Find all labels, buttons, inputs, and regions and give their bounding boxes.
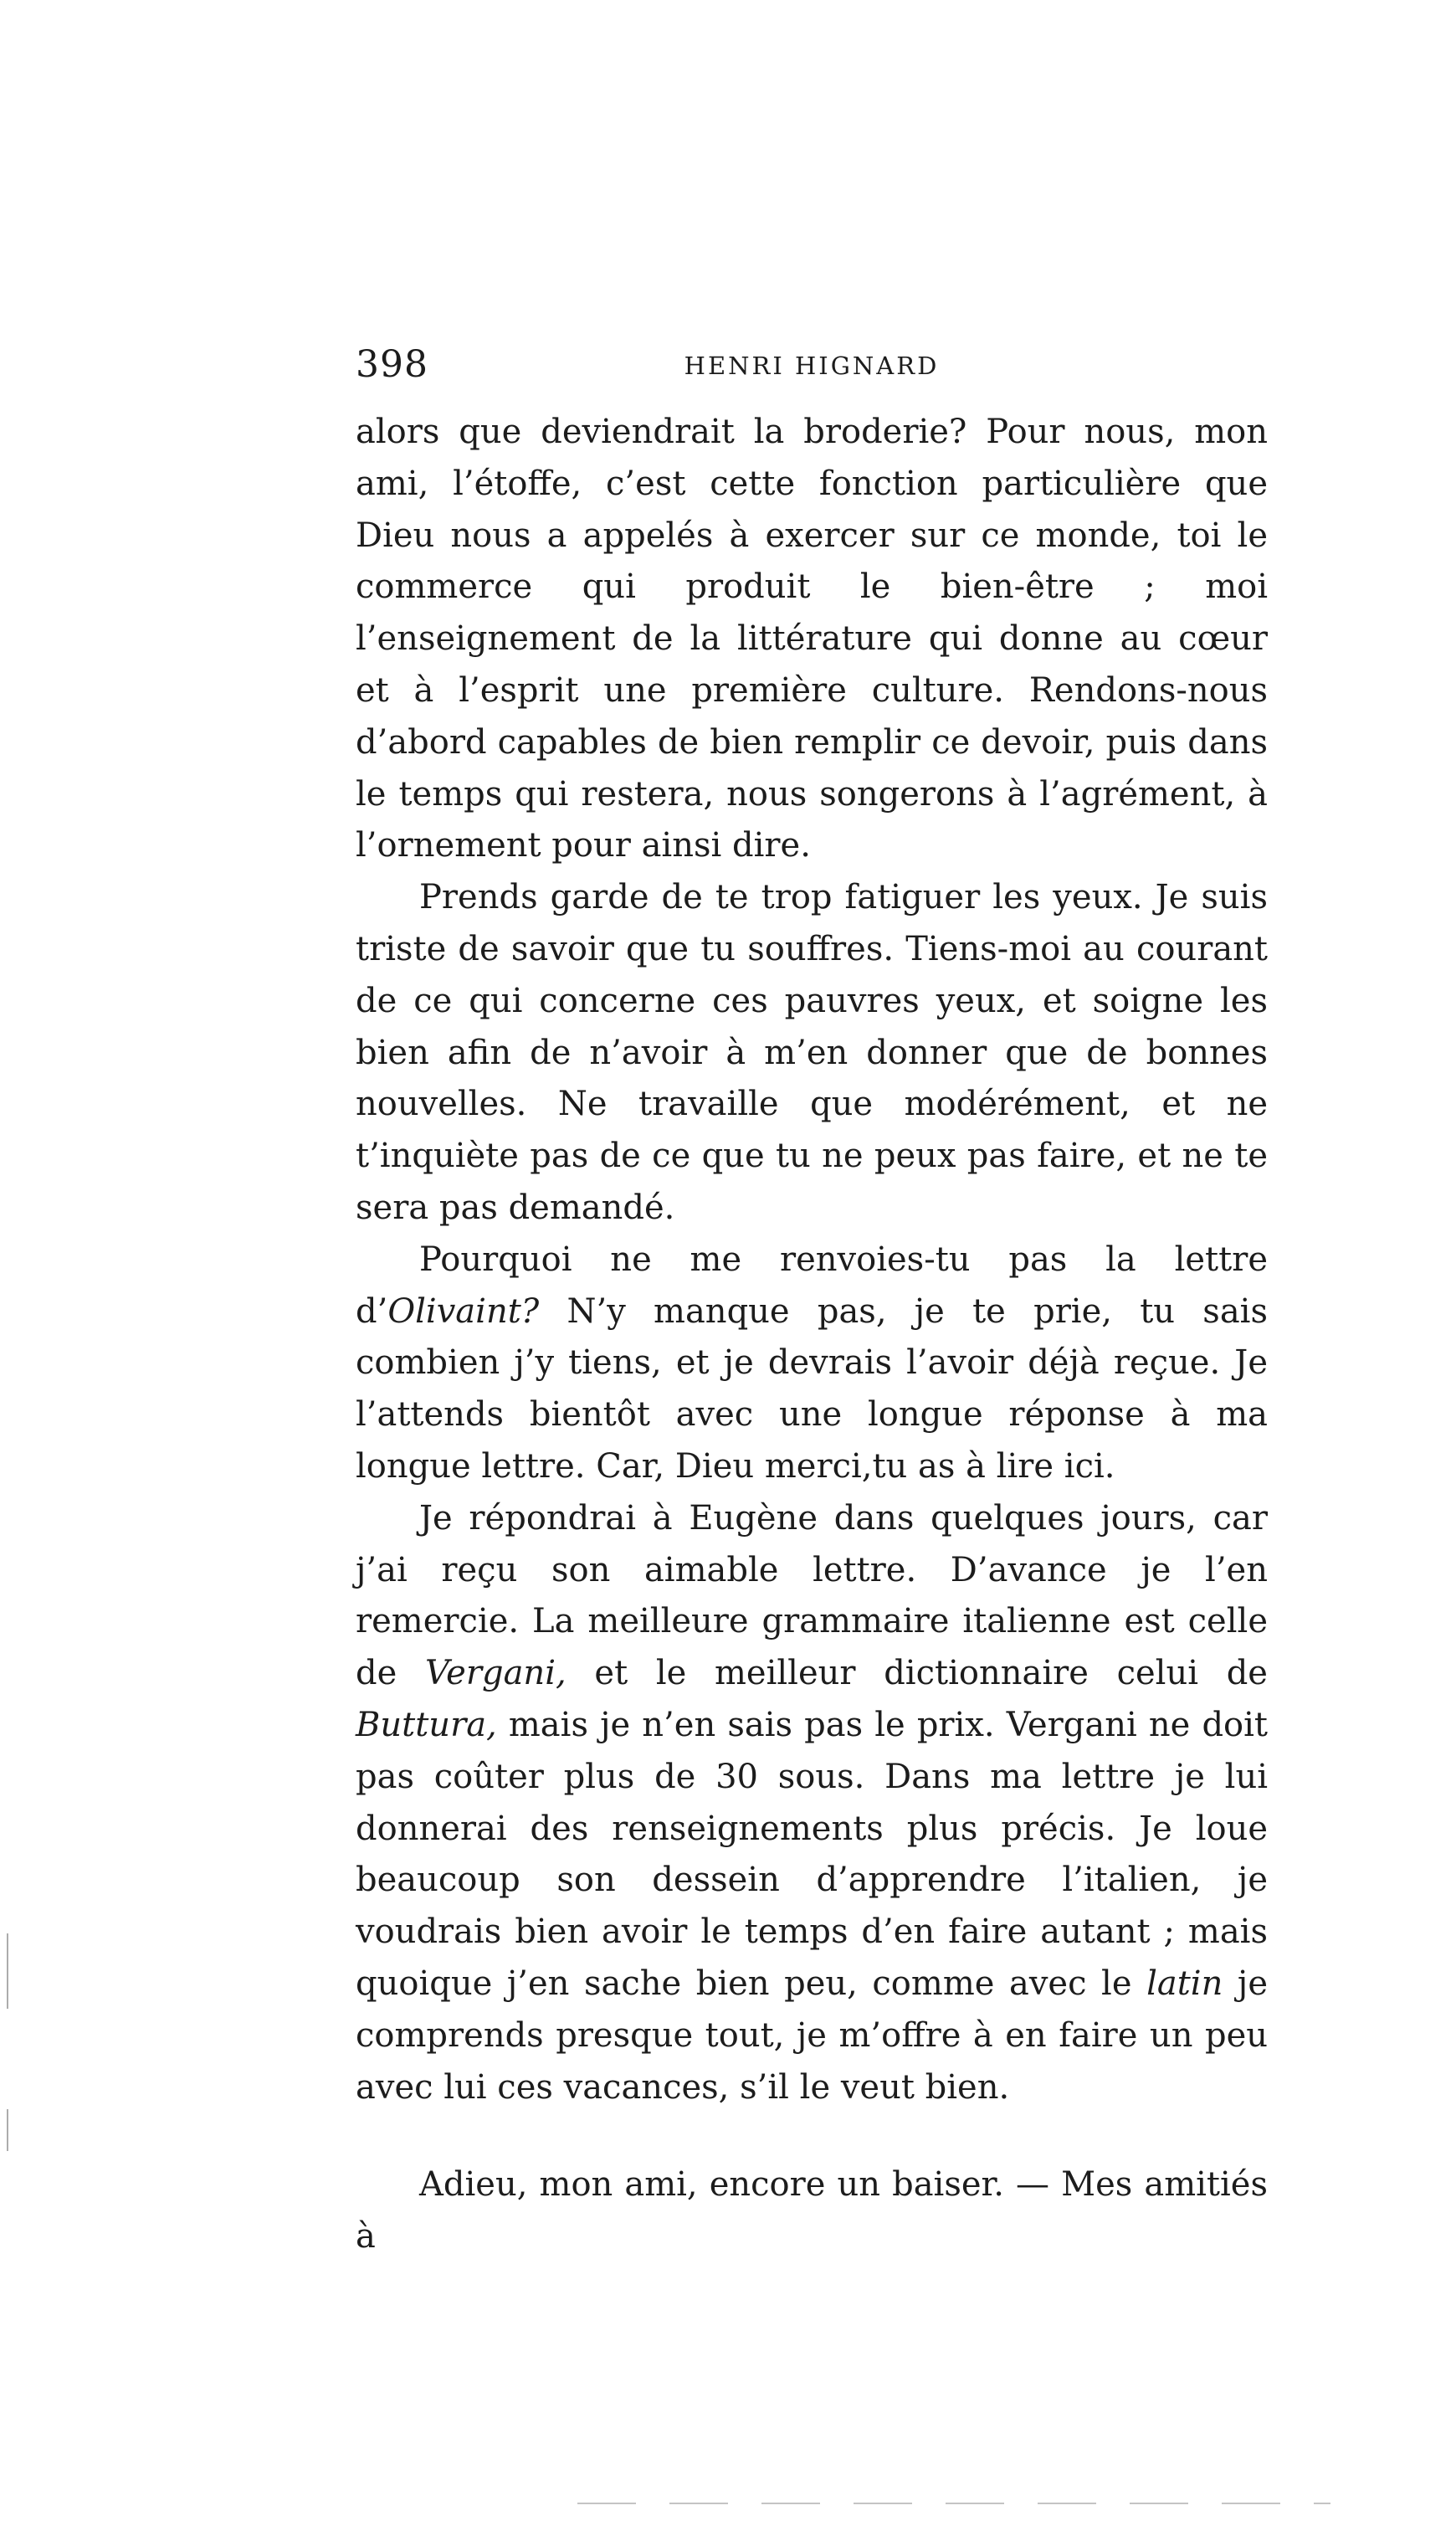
page-number: 398 bbox=[356, 343, 428, 386]
paragraph-4 bbox=[356, 1493, 1268, 2114]
paragraph-4-text-d: je comprends presque tout, je m’offre à en faire un peu avec lui ces vacances, s’il le veut bien. bbox=[356, 1964, 1268, 2107]
italic-olivaint: Olivaint? bbox=[387, 1291, 540, 1331]
paragraph-4-text-c: mais je n’en sais pas le prix. Vergani ne doit pas coûter plus de 30 sous. Dans ma lettre je lui donnerai des renseignements plus précis. Je loue beaucoup son dessein d’apprendre l’italien, je voudrais bien avoir le temps d’en faire autant ; mais quoique j’en sache bien peu, comme avec le bbox=[356, 1705, 1268, 2003]
running-title: HENRI HIGNARD bbox=[684, 352, 940, 380]
margin-scan-mark bbox=[7, 2109, 8, 2151]
paragraph-3-text-a: Pourquoi ne me renvoies-tu pas la lettre d’ bbox=[356, 1240, 1268, 1331]
closing-paragraph: Adieu, mon ami, encore un baiser. — Mes amitiés à bbox=[356, 2165, 1268, 2256]
italic-vergani: Vergani, bbox=[424, 1654, 567, 1693]
paragraph-3 bbox=[356, 1235, 1268, 1493]
body-text bbox=[356, 407, 1268, 2263]
paragraph-4-text-b: et le meilleur dictionnaire celui de bbox=[566, 1654, 1268, 1693]
paragraph-3-text-b: N’y manque pas, je te prie, tu sais combien j’y tiens, et je devrais l’avoir déjà reçue. Je l’attends bientôt avec une longue réponse à ma longue lettre. Car, Dieu merci,tu as à lire ici. bbox=[356, 1291, 1268, 1486]
italic-buttura: Buttura, bbox=[356, 1705, 497, 1744]
paragraph-2: Prends garde de te trop fatiguer les yeux. Je suis triste de savoir que tu souffres. Tiens-moi au courant de ce qui concerne ces pauvres yeux, et soigne les bien afin de n’avoir à m’en donner que de bonnes nouvelles. Ne travaille que modérément, et ne t’inquiète pas de ce que tu ne peux pas faire, et ne te sera pas demandé. bbox=[356, 878, 1268, 1227]
running-head bbox=[356, 343, 1268, 393]
bottom-scan-artifact bbox=[577, 2503, 1330, 2504]
paragraph-4-text-a: Je répondrai à Eugène dans quelques jours, car j’ai reçu son aimable lettre. D’avance je l’en remercie. La meilleure grammaire italienne est celle de bbox=[356, 1498, 1268, 1693]
margin-scan-mark bbox=[7, 1933, 8, 2009]
paragraph-1: alors que deviendrait la broderie? Pour nous, mon ami, l’étoffe, c’est cette fonction particulière que Dieu nous a appelés à exercer sur ce monde, toi le commerce qui produit le bien-être ; moi l’enseignement de la littérature qui donne au cœur et à l’esprit une première culture. Rendons-nous d’abord capables de bien remplir ce devoir, puis dans le temps qui restera, nous songerons à l’agrément, à l’ornement pour ainsi dire. bbox=[356, 413, 1268, 865]
italic-latin: latin bbox=[1146, 1964, 1223, 2003]
